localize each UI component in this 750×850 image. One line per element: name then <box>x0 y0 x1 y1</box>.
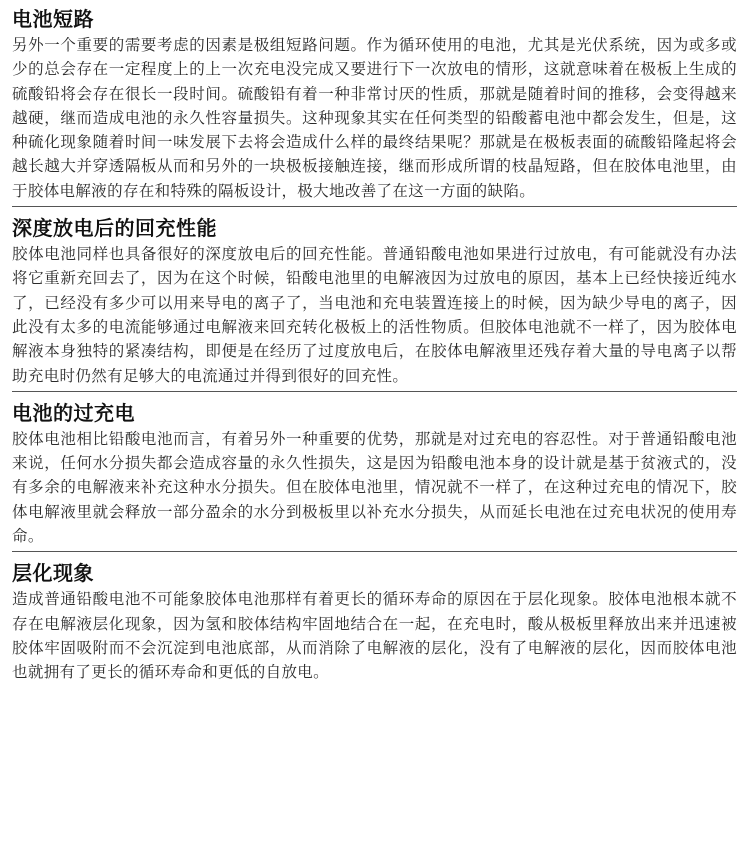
section-divider <box>12 551 737 552</box>
section-overcharge <box>12 400 737 552</box>
section-stratification <box>12 560 737 684</box>
section-title: 层化现象 <box>12 561 94 586</box>
section-deep-discharge <box>12 215 737 392</box>
section-title: 电池短路 <box>12 7 94 31</box>
section-short-circuit <box>12 6 737 207</box>
section-title: 电池的过充电 <box>12 400 135 425</box>
section-divider <box>12 391 737 392</box>
section-body: 造成普通铅酸电池不可能象胶体电池那样有着更长的循环寿命的原因在于层化现象。胶体电池根本就不存在电解液层化现象，因为氢和胶体结构牢固地结合在一起，在充电时，酸从极板里释放出来并迅速被胶体牢固吸附而不会沉淀到电池底部，从而消除了电解液的层化，没有了电解液的层化，因而胶体电池也就拥有了更长的循环寿命和更低的自放电。 <box>12 590 737 682</box>
section-title: 深度放电后的回充性能 <box>12 216 217 241</box>
section-body: 另外一个重要的需要考虑的因素是极组短路问题。作为循环使用的电池，尤其是光伏系统，因为或多或少的总会存在一定程度上的上一次充电没完成又要进行下一次放电的情形，这就意味着在极板上生成的硫酸铅将会存在很长一段时间。硫酸铅有着一种非常讨厌的性质，那就是随着时间的推移，会变得越来越硬，继而造成电池的永久性容量损失。这种现象其实在任何类型的铅酸蓄电池中都会发生，但是，这种硫化现象随着时间一味发展下去将会造成什么样的最终结果呢？那就是在极板表面的硫酸铅隆起将会越长越大并穿透隔板从而和另外的一块极板接触连接，继而形成所谓的枝晶短路，但在胶体电池里，由于胶体电解液的存在和特殊的隔板设计，极大地改善了在这一方面的缺陷。 <box>12 36 737 200</box>
section-body: 胶体电池相比铅酸电池而言，有着另外一种重要的优势，那就是对过充电的容忍性。对于普通铅酸电池来说，任何水分损失都会造成容量的永久性损失，这是因为铅酸电池本身的设计就是基于贫液式的，没有多余的电解液来补充这种水分损失。但在胶体电池里，情况就不一样了，在这种过充电的情况下，胶体电解液里就会释放一部分盈余的水分到极板里以补充水分损失，从而延长电池在过充电状况的使用寿命。 <box>12 429 737 546</box>
section-divider <box>12 206 737 207</box>
section-body: 胶体电池同样也具备很好的深度放电后的回充性能。普通铅酸电池如果进行过放电，有可能就没有办法将它重新充回去了，因为在这个时候，铅酸电池里的电解液因为过放电的原因，基本上已经快接近纯水了，已经没有多少可以用来导电的离子了，当电池和充电装置连接上的时候，因为缺少导电的离子，因此没有太多的电流能够通过电解液来回充转化极板上的活性物质。但胶体电池就不一样了，因为胶体电解液本身独特的紧凑结构，即便是在经历了过度放电后，在胶体电解液里还残存着大量的导电离子以帮助充电时仍然有足够大的电流通过并得到很好的回充性。 <box>12 245 737 385</box>
